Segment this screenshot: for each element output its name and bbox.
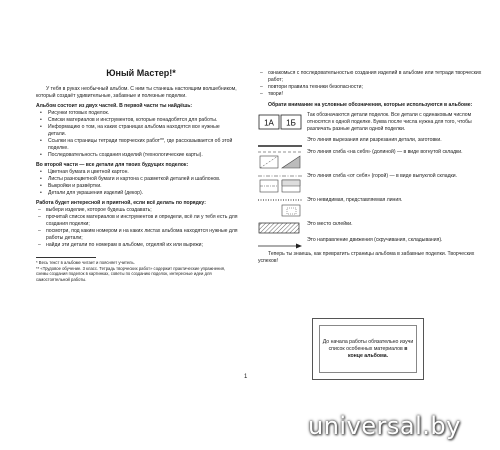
legend-text: Это место склейки.: [307, 221, 353, 227]
detail-label-a: 1А: [264, 118, 274, 128]
glue-area-symbol: [258, 221, 302, 233]
list-item: – ознакомься с последовательностью создания изделий в альбоме или тетради творческих работ;: [260, 70, 488, 84]
note-text: До начала работы обязательно изучи список особенных материалов: [322, 338, 414, 352]
direction-arrow-symbol: [258, 237, 302, 245]
list-item: • Информацию о том, на каких страницах альбома находятся все нужные детали.: [40, 124, 238, 138]
watermark: universal.by: [308, 412, 461, 440]
legend-text: Это направление движения (скручивания, складывания).: [307, 237, 443, 243]
list-item: • Ссылки на страницы тетради творческих работ**, где рассказывается об этой поделке.: [40, 138, 238, 152]
list-item: • Выкройки и развёртки.: [40, 183, 238, 190]
note-box: [312, 318, 424, 380]
legend-text: Это невидимая, представляемая линия.: [307, 197, 403, 203]
detail-label-symbol: [258, 112, 302, 132]
rule-list: [38, 207, 238, 249]
legend-text: Это линия сгиба «от себя» (горой) — в виде выпуклой складки.: [307, 173, 458, 179]
list-item: – найди эти детали по номерам в альбоме, отделяй их или вырежи;: [38, 242, 238, 249]
footnote-divider: [36, 257, 96, 258]
legend-direction: [258, 237, 488, 245]
part2-heading: Во второй части — все детали для твоих будущих поделок:: [36, 162, 189, 168]
legend-text: Так обозначаются детали поделок. Все детали с одинаковым числом относятся к одной поделке. Буква после числа нужна для того, чтобы различать разные детали одной поделки.: [307, 112, 472, 132]
detail-label-icon: [258, 112, 302, 132]
list-item: • Рисунки готовых поделок.: [40, 110, 238, 117]
footnote-1: * Весь текст в альбоме читает и поясняет учитель.: [36, 260, 135, 265]
part1-heading: Альбом состоит из двух частей. В первой части ты найдёшь:: [36, 103, 193, 109]
legend-mountain-fold: [258, 173, 488, 193]
valley-fold-icon: [258, 149, 302, 169]
legend-heading: Обрати внимание на условные обозначения, которые используются в альбоме:: [268, 102, 473, 108]
list-item: – повтори правила техники безопасности;: [260, 84, 488, 91]
rule-heading: Работа будет интересной и приятной, если всё делать по порядку:: [36, 200, 206, 206]
page-number: 1: [244, 374, 248, 380]
list-item: – прочитай список материалов и инструментов и определи, всё ли у тебя есть для создания поделки;: [38, 214, 238, 228]
mountain-fold-icon: [258, 173, 302, 193]
list-item: • Цветная бумага и цветной картон.: [40, 169, 238, 176]
page-title: Юный Мастер!*: [106, 68, 176, 78]
closing-paragraph: Теперь ты знаешь, как превратить страницы альбома в забавные поделки. Творческих успехов!: [258, 251, 475, 264]
valley-fold-symbol: [258, 149, 302, 169]
hidden-line-symbol: [258, 197, 302, 217]
list-item: • Детали для украшения изделий (декор).: [40, 190, 238, 197]
list-item: – посмотри, под каким номером и на каких листах альбома находятся нужные для работы детали;: [38, 228, 238, 242]
note-box-inner: [319, 325, 417, 373]
legend-valley-fold: [258, 149, 488, 169]
list-item: – твори!: [260, 91, 488, 98]
detail-label-b: 1Б: [286, 118, 296, 128]
legend-text: Это линия вырезания или разрезания детали, заготовки.: [307, 137, 442, 143]
note-text-bold: в конце альбома.: [347, 345, 408, 359]
steps-list: [260, 70, 488, 98]
legend-glue-area: [258, 221, 488, 233]
legend-hidden-line: [258, 197, 488, 217]
list-item: • Последовательность создания изделий (технологические карты).: [40, 152, 238, 159]
intro-paragraph: У тебя в руках необычный альбом. С ним ты станешь настоящим волшебником, который создаёт удивительные, забавные и полезные поделки.: [36, 86, 237, 99]
arrow-right-icon: [258, 242, 302, 250]
hidden-line-icon: [258, 197, 302, 217]
mountain-fold-symbol: [258, 173, 302, 193]
right-page: [250, 0, 500, 450]
cut-line-symbol: [258, 137, 302, 145]
list-item: • Списки материалов и инструментов, которые понадобятся для работы.: [40, 117, 238, 124]
part1-list: [40, 110, 238, 159]
glue-area-icon: [258, 222, 302, 234]
list-item: – выбери изделие, которое будешь создавать;: [38, 207, 238, 214]
legend-text: Это линия сгиба «на себя» (долиной) — в виде вогнутой складки.: [307, 149, 463, 155]
footnote-2: ** «Трудовое обучение. 3 класс. Тетрадь творческих работ» содержит практические упражнения, схемы создания поделок в картинках, советы по созданию поделок, интересные идеи для самостоятельной работы.: [36, 265, 226, 282]
legend-detail-labels: [258, 112, 488, 133]
legend-cut-line: [258, 137, 488, 145]
list-item: • Листы разноцветной бумаги и картона с разметкой деталей и шаблонов.: [40, 176, 238, 183]
part2-list: [40, 169, 238, 197]
